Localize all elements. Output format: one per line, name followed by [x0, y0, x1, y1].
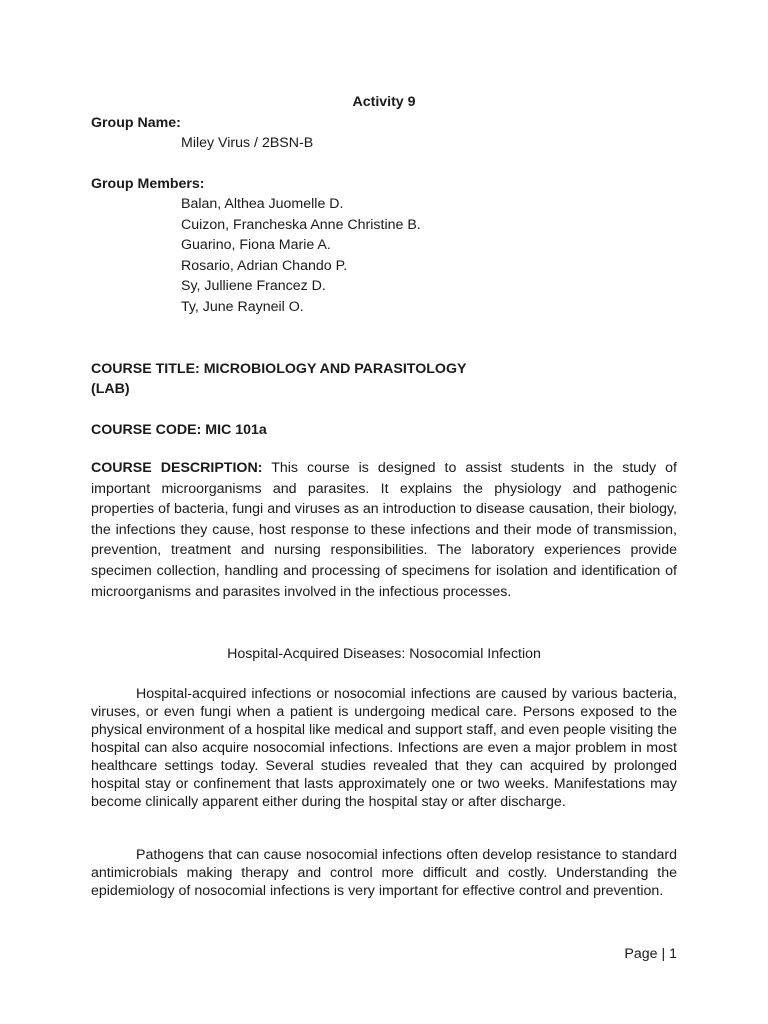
group-member: Sy, Julliene Francez D.	[181, 278, 326, 294]
body-paragraph-2: Pathogens that can cause nosocomial infections often develop resistance to standard antimicrobials making therapy and control more difficult and costly. Understanding the epidemiology of nosocomial infections is very important for effective control and prevention.	[91, 847, 677, 899]
group-member: Rosario, Adrian Chando P.	[181, 258, 348, 274]
group-member: Ty, June Rayneil O.	[181, 299, 304, 315]
course-code: COURSE CODE: MIC 101a	[91, 422, 267, 438]
course-description-text: This course is designed to assist students in the study of important microorganisms and parasites. It explains the physiology and pathogenic properties of bacteria, fungi and viruses as an introduction to disease causation, their biology, the infections they cause, host response to these infections and their mode of transmission, prevention, treatment and nursing responsibilities. The laboratory experiences provide specimen collection, handling and processing of specimens for isolation and identification of microorganisms and parasites involved in the infectious processes.	[91, 460, 677, 600]
course-description	[91, 458, 677, 602]
course-description-label: COURSE DESCRIPTION:	[91, 460, 263, 476]
activity-title: Activity 9	[352, 94, 416, 110]
section-heading: Hospital-Acquired Diseases: Nosocomial Infection	[227, 646, 541, 662]
body-paragraph-1: Hospital-acquired infections or nosocomial infections are caused by various bacteria, viruses, or even fungi when a patient is undergoing medical care. Persons exposed to the physical environment of a hospital like medical and support staff, and even people visiting the hospital can also acquire nosocomial infections. Infections are even a major problem in most healthcare settings today. Several studies revealed that they can acquired by prolonged hospital stay or confinement that lasts approximately one or two weeks. Manifestations may become clinically apparent either during the hospital stay or after discharge.	[91, 686, 677, 810]
course-title-line1: COURSE TITLE: MICROBIOLOGY AND PARASITOLOGY	[91, 361, 467, 377]
group-name-value: Miley Virus / 2BSN-B	[181, 135, 314, 151]
group-member: Guarino, Fiona Marie A.	[181, 237, 331, 253]
group-member: Balan, Althea Juomelle D.	[181, 196, 344, 212]
group-name-label: Group Name:	[91, 115, 181, 131]
group-members-label: Group Members:	[91, 176, 205, 192]
group-member: Cuizon, Francheska Anne Christine B.	[181, 217, 421, 233]
page-number: Page | 1	[624, 946, 677, 962]
course-title-line2: (LAB)	[91, 381, 130, 397]
